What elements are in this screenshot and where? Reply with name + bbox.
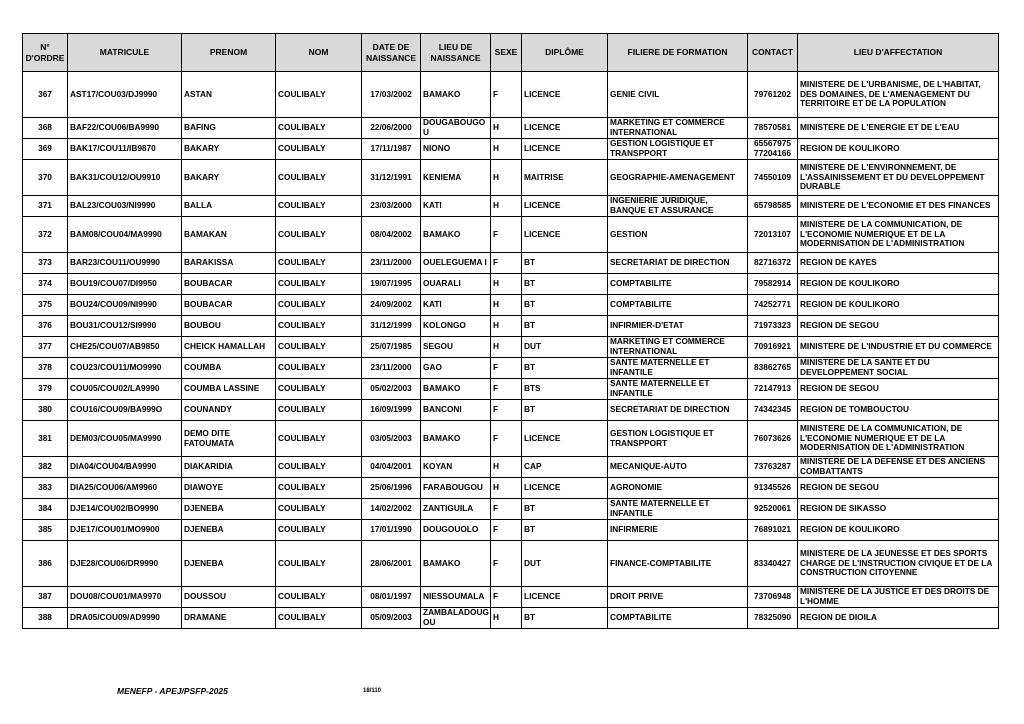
cell-training-field: SANTE MATERNELLE ET INFANTILE [608,379,748,400]
cell-birth-place: KOYAN [421,457,491,478]
cell-assignment: MINISTERE DE LA COMMUNICATION, DE L'ECONOMIE NUMERIQUE ET DE LA MODERNISATION DE L'ADMINISTRATION [798,217,999,253]
cell-nom: COULIBALY [276,139,362,160]
cell-prenom: ASTAN [182,72,276,118]
cell-birth-place: BAMAKO [421,541,491,587]
cell-birth-date: 23/11/2000 [362,253,421,274]
cell-matricule: BAK17/COU11/IB9870 [68,139,182,160]
table-row [23,253,999,274]
cell-diploma: LICENCE [522,139,608,160]
cell-nom: COULIBALY [276,253,362,274]
cell-prenom: BOUBOU [182,316,276,337]
cell-sex: H [491,478,522,499]
cell-assignment: REGION DE SEGOU [798,379,999,400]
cell-nom: COULIBALY [276,295,362,316]
cell-nom: COULIBALY [276,400,362,421]
cell-order-number: 388 [23,608,68,629]
cell-matricule: DJE17/COU01/MO9900 [68,520,182,541]
cell-diploma: BT [522,274,608,295]
cell-birth-place: OUARALI [421,274,491,295]
cell-nom: COULIBALY [276,499,362,520]
cell-diploma: BTS [522,379,608,400]
header-prenom: PRENOM [182,34,276,72]
cell-sex: F [491,541,522,587]
cell-diploma: BT [522,358,608,379]
cell-nom: COULIBALY [276,520,362,541]
cell-order-number: 367 [23,72,68,118]
cell-birth-place: KATI [421,196,491,217]
cell-diploma: MAITRISE [522,160,608,196]
cell-birth-place: OUELEGUEMA I [421,253,491,274]
cell-birth-date: 28/06/2001 [362,541,421,587]
cell-order-number: 383 [23,478,68,499]
cell-assignment: MINISTERE DE LA SANTE ET DU DEVELOPPEMENT SOCIAL [798,358,999,379]
cell-assignment: MINISTERE DE L'INDUSTRIE ET DU COMMERCE [798,337,999,358]
cell-training-field: INFIRMERIE [608,520,748,541]
cell-contact: 72147913 [748,379,798,400]
cell-matricule: BAL23/COU03/NI9990 [68,196,182,217]
cell-prenom: DIAWOYE [182,478,276,499]
cell-diploma: LICENCE [522,217,608,253]
cell-nom: COULIBALY [276,457,362,478]
cell-birth-date: 03/05/2003 [362,421,421,457]
cell-contact: 76073626 [748,421,798,457]
cell-assignment: REGION DE KOULIKORO [798,295,999,316]
cell-prenom: DJENEBA [182,499,276,520]
cell-matricule: BAF22/COU06/BA9990 [68,118,182,139]
cell-assignment: REGION DE DIOILA [798,608,999,629]
cell-diploma: LICENCE [522,478,608,499]
cell-sex: F [491,253,522,274]
cell-sex: H [491,160,522,196]
table-row [23,478,999,499]
cell-birth-date: 23/11/2000 [362,358,421,379]
cell-sex: F [491,72,522,118]
cell-matricule: BOU24/COU09/NI9990 [68,295,182,316]
table-row [23,608,999,629]
cell-order-number: 381 [23,421,68,457]
header-matricule: MATRICULE [68,34,182,72]
cell-prenom: BALLA [182,196,276,217]
cell-order-number: 370 [23,160,68,196]
cell-birth-place: BANCONI [421,400,491,421]
table-row [23,541,999,587]
table-row [23,358,999,379]
cell-assignment: REGION DE SEGOU [798,316,999,337]
cell-matricule: DEM03/COU05/MA9990 [68,421,182,457]
cell-order-number: 369 [23,139,68,160]
cell-assignment: REGION DE KOULIKORO [798,520,999,541]
cell-contact: 78325090 [748,608,798,629]
header-diploma: DIPLÔME [522,34,608,72]
cell-contact: 79761202 [748,72,798,118]
header-sex: SEXE [491,34,522,72]
cell-training-field: GENIE CIVIL [608,72,748,118]
table-header-row [23,34,999,72]
cell-training-field: MARKETING ET COMMERCE INTERNATIONAL [608,118,748,139]
cell-nom: COULIBALY [276,196,362,217]
table-body [23,72,999,629]
cell-contact: 83862765 [748,358,798,379]
table-row [23,295,999,316]
cell-diploma: BT [522,499,608,520]
cell-prenom: DJENEBA [182,541,276,587]
cell-prenom: COUNANDY [182,400,276,421]
cell-assignment: REGION DE KAYES [798,253,999,274]
cell-sex: F [491,400,522,421]
cell-matricule: COU16/COU09/BA999O [68,400,182,421]
cell-birth-date: 25/07/1985 [362,337,421,358]
cell-contact: 79582914 [748,274,798,295]
cell-contact: 91345526 [748,478,798,499]
cell-contact: 78570581 [748,118,798,139]
cell-training-field: GESTION LOGISTIQUE ET TRANSPPORT [608,139,748,160]
header-birth-date: DATE DE NAISSANCE [362,34,421,72]
table-row [23,196,999,217]
cell-matricule: BOU31/COU12/SI9990 [68,316,182,337]
cell-birth-place: ZANTIGUILA [421,499,491,520]
cell-nom: COULIBALY [276,358,362,379]
cell-contact: 92520061 [748,499,798,520]
cell-birth-date: 19/07/1995 [362,274,421,295]
table-row [23,520,999,541]
cell-training-field: COMPTABILITE [608,295,748,316]
cell-contact: 74550109 [748,160,798,196]
table-row [23,457,999,478]
table-row [23,160,999,196]
cell-sex: F [491,520,522,541]
cell-diploma: LICENCE [522,196,608,217]
cell-matricule: DJE14/COU02/BO9990 [68,499,182,520]
cell-contact: 73763287 [748,457,798,478]
cell-nom: COULIBALY [276,379,362,400]
cell-nom: COULIBALY [276,118,362,139]
cell-birth-place: DOUGOUOLO [421,520,491,541]
cell-diploma: BT [522,608,608,629]
cell-assignment: REGION DE TOMBOUCTOU [798,400,999,421]
cell-nom: COULIBALY [276,337,362,358]
cell-diploma: LICENCE [522,72,608,118]
cell-birth-place: KOLONGO [421,316,491,337]
cell-matricule: CHE25/COU07/AB9850 [68,337,182,358]
table-row [23,316,999,337]
cell-training-field: COMPTABILITE [608,608,748,629]
cell-diploma: DUT [522,337,608,358]
cell-sex: H [491,139,522,160]
cell-training-field: GEOGRAPHIE-AMENAGEMENT [608,160,748,196]
footer-source: MENEFP - APEJ/PSFP-2025 [117,686,228,696]
cell-birth-date: 22/06/2000 [362,118,421,139]
cell-sex: F [491,499,522,520]
cell-training-field: FINANCE-COMPTABILITE [608,541,748,587]
cell-training-field: MARKETING ET COMMERCE INTERNATIONAL [608,337,748,358]
cell-nom: COULIBALY [276,72,362,118]
cell-diploma: LICENCE [522,421,608,457]
cell-matricule: BAK31/COU12/OU9910 [68,160,182,196]
cell-assignment: MINISTERE DE LA DEFENSE ET DES ANCIENS COMBATTANTS [798,457,999,478]
cell-birth-place: FARABOUGOU [421,478,491,499]
cell-assignment: MINISTERE DE LA JEUNESSE ET DES SPORTS CHARGE DE L'INSTRUCTION CIVIQUE ET DE LA CONSTRUCTION CITOYENNE [798,541,999,587]
cell-prenom: DEMO DITE FATOUMATA [182,421,276,457]
cell-contact: 71973323 [748,316,798,337]
cell-matricule: DRA05/COU09/AD9990 [68,608,182,629]
cell-birth-date: 23/03/2000 [362,196,421,217]
cell-sex: F [491,587,522,608]
cell-diploma: BT [522,253,608,274]
cell-order-number: 378 [23,358,68,379]
cell-training-field: DROIT PRIVE [608,587,748,608]
cell-assignment: REGION DE KOULIKORO [798,274,999,295]
cell-birth-date: 17/11/1987 [362,139,421,160]
cell-contact: 72013107 [748,217,798,253]
cell-order-number: 375 [23,295,68,316]
cell-matricule: COU05/COU02/LA9990 [68,379,182,400]
cell-birth-date: 14/02/2002 [362,499,421,520]
cell-prenom: DRAMANE [182,608,276,629]
table-row [23,274,999,295]
cell-assignment: MINISTERE DE L'ECONOMIE ET DES FINANCES [798,196,999,217]
cell-assignment: REGION DE SIKASSO [798,499,999,520]
cell-order-number: 386 [23,541,68,587]
cell-training-field: SECRETARIAT DE DIRECTION [608,400,748,421]
cell-contact: 74342345 [748,400,798,421]
cell-birth-date: 08/01/1997 [362,587,421,608]
cell-matricule: DIA25/COU06/AM9960 [68,478,182,499]
header-contact: CONTACT [748,34,798,72]
cell-birth-date: 05/09/2003 [362,608,421,629]
cell-matricule: BAR23/COU11/OU9990 [68,253,182,274]
cell-contact: 74252771 [748,295,798,316]
cell-training-field: GESTION [608,217,748,253]
cell-diploma: BT [522,520,608,541]
header-order-number: N° D'ORDRE [23,34,68,72]
cell-nom: COULIBALY [276,217,362,253]
cell-birth-place: BAMAKO [421,421,491,457]
cell-sex: H [491,274,522,295]
cell-training-field: SANTE MATERNELLE ET INFANTILE [608,499,748,520]
cell-birth-date: 16/09/1999 [362,400,421,421]
cell-order-number: 373 [23,253,68,274]
cell-birth-place: KENIEMA [421,160,491,196]
cell-order-number: 387 [23,587,68,608]
cell-nom: COULIBALY [276,421,362,457]
cell-birth-place: NIONO [421,139,491,160]
cell-order-number: 385 [23,520,68,541]
cell-sex: H [491,196,522,217]
cell-prenom: BAFING [182,118,276,139]
cell-matricule: COU23/COU11/MO9990 [68,358,182,379]
header-training-field: FILIERE DE FORMATION [608,34,748,72]
cell-order-number: 376 [23,316,68,337]
cell-order-number: 377 [23,337,68,358]
cell-order-number: 382 [23,457,68,478]
cell-prenom: DIAKARIDIA [182,457,276,478]
page-number: 18/110 [363,688,382,694]
cell-prenom: DJENEBA [182,520,276,541]
table-row [23,118,999,139]
cell-matricule: DJE28/COU06/DR9990 [68,541,182,587]
cell-birth-place: SEGOU [421,337,491,358]
cell-order-number: 372 [23,217,68,253]
cell-sex: F [491,421,522,457]
cell-order-number: 380 [23,400,68,421]
cell-matricule: DIA04/COU04/BA9990 [68,457,182,478]
cell-prenom: BOUBACAR [182,274,276,295]
cell-birth-place: GAO [421,358,491,379]
cell-diploma: DUT [522,541,608,587]
cell-contact: 73706948 [748,587,798,608]
table-row [23,421,999,457]
cell-birth-place: DOUGABOUGO U [421,118,491,139]
table-row [23,217,999,253]
cell-birth-date: 25/06/1996 [362,478,421,499]
table-row [23,72,999,118]
table-row [23,139,999,160]
cell-prenom: BAKARY [182,160,276,196]
cell-training-field: INGENIERIE JURIDIQUE, BANQUE ET ASSURANCE [608,196,748,217]
cell-assignment: REGION DE KOULIKORO [798,139,999,160]
cell-contact: 70916921 [748,337,798,358]
cell-sex: H [491,457,522,478]
cell-birth-place: BAMAKO [421,217,491,253]
cell-matricule: DOU08/COU01/MA9970 [68,587,182,608]
cell-assignment: MINISTERE DE LA COMMUNICATION, DE L'ECONOMIE NUMERIQUE ET DE LA MODERNISATION DE L'ADMINISTRATION [798,421,999,457]
cell-prenom: COUMBA [182,358,276,379]
cell-assignment: MINISTERE DE L'ENERGIE ET DE L'EAU [798,118,999,139]
cell-nom: COULIBALY [276,274,362,295]
cell-birth-place: ZAMBALADOUG OU [421,608,491,629]
cell-prenom: BAKARY [182,139,276,160]
cell-diploma: LICENCE [522,587,608,608]
table-row [23,337,999,358]
cell-sex: H [491,608,522,629]
cell-prenom: COUMBA LASSINE [182,379,276,400]
cell-birth-date: 05/02/2003 [362,379,421,400]
cell-matricule: AST17/COU03/DJ9990 [68,72,182,118]
cell-order-number: 384 [23,499,68,520]
cell-training-field: COMPTABILITE [608,274,748,295]
cell-training-field: GESTION LOGISTIQUE ET TRANSPPORT [608,421,748,457]
cell-birth-date: 08/04/2002 [362,217,421,253]
cell-birth-date: 24/09/2002 [362,295,421,316]
cell-prenom: DOUSSOU [182,587,276,608]
cell-birth-place: BAMAKO [421,72,491,118]
cell-diploma: BT [522,400,608,421]
cell-nom: COULIBALY [276,541,362,587]
cell-training-field: INFIRMIER-D'ETAT [608,316,748,337]
cell-sex: F [491,217,522,253]
cell-assignment: MINISTERE DE L'ENVIRONNEMENT, DE L'ASSAINISSEMENT ET DU DEVELOPPEMENT DURABLE [798,160,999,196]
cell-contact: 82716372 [748,253,798,274]
cell-birth-date: 17/03/2002 [362,72,421,118]
cell-assignment: MINISTERE DE LA JUSTICE ET DES DROITS DE L'HOMME [798,587,999,608]
cell-prenom: BOUBACAR [182,295,276,316]
cell-order-number: 368 [23,118,68,139]
cell-birth-place: BAMAKO [421,379,491,400]
cell-birth-date: 17/01/1990 [362,520,421,541]
cell-birth-date: 31/12/1991 [362,160,421,196]
cell-sex: H [491,118,522,139]
cell-sex: H [491,295,522,316]
cell-birth-place: NIESSOUMALA [421,587,491,608]
cell-diploma: LICENCE [522,118,608,139]
recruitment-table [22,33,999,629]
cell-nom: COULIBALY [276,587,362,608]
cell-assignment: MINISTERE DE L'URBANISME, DE L'HABITAT, DES DOMAINES, DE L'AMENAGEMENT DU TERRITOIRE ET DE LA POPULATION [798,72,999,118]
cell-nom: COULIBALY [276,160,362,196]
cell-prenom: BARAKISSA [182,253,276,274]
cell-nom: COULIBALY [276,608,362,629]
cell-sex: F [491,379,522,400]
cell-nom: COULIBALY [276,478,362,499]
cell-order-number: 379 [23,379,68,400]
cell-birth-date: 31/12/1999 [362,316,421,337]
cell-prenom: BAMAKAN [182,217,276,253]
cell-nom: COULIBALY [276,316,362,337]
cell-diploma: BT [522,316,608,337]
cell-sex: H [491,316,522,337]
cell-contact: 65798585 [748,196,798,217]
table-row [23,400,999,421]
cell-contact: 76891021 [748,520,798,541]
cell-matricule: BOU19/COU07/DI9950 [68,274,182,295]
table-row [23,499,999,520]
cell-training-field: MECANIQUE-AUTO [608,457,748,478]
cell-birth-date: 04/04/2001 [362,457,421,478]
cell-order-number: 374 [23,274,68,295]
cell-training-field: AGRONOMIE [608,478,748,499]
cell-prenom: CHEICK HAMALLAH [182,337,276,358]
table-row [23,379,999,400]
cell-sex: H [491,337,522,358]
cell-training-field: SANTE MATERNELLE ET INFANTILE [608,358,748,379]
header-nom: NOM [276,34,362,72]
cell-assignment: REGION DE SEGOU [798,478,999,499]
cell-order-number: 371 [23,196,68,217]
cell-diploma: BT [522,295,608,316]
header-birth-place: LIEU DE NAISSANCE [421,34,491,72]
cell-diploma: CAP [522,457,608,478]
header-assignment: LIEU D'AFFECTATION [798,34,999,72]
table-row [23,587,999,608]
cell-matricule: BAM08/COU04/MA9990 [68,217,182,253]
cell-training-field: SECRETARIAT DE DIRECTION [608,253,748,274]
cell-contact: 65567975 77204166 [748,139,798,160]
cell-contact: 83340427 [748,541,798,587]
cell-sex: F [491,358,522,379]
cell-birth-place: KATI [421,295,491,316]
